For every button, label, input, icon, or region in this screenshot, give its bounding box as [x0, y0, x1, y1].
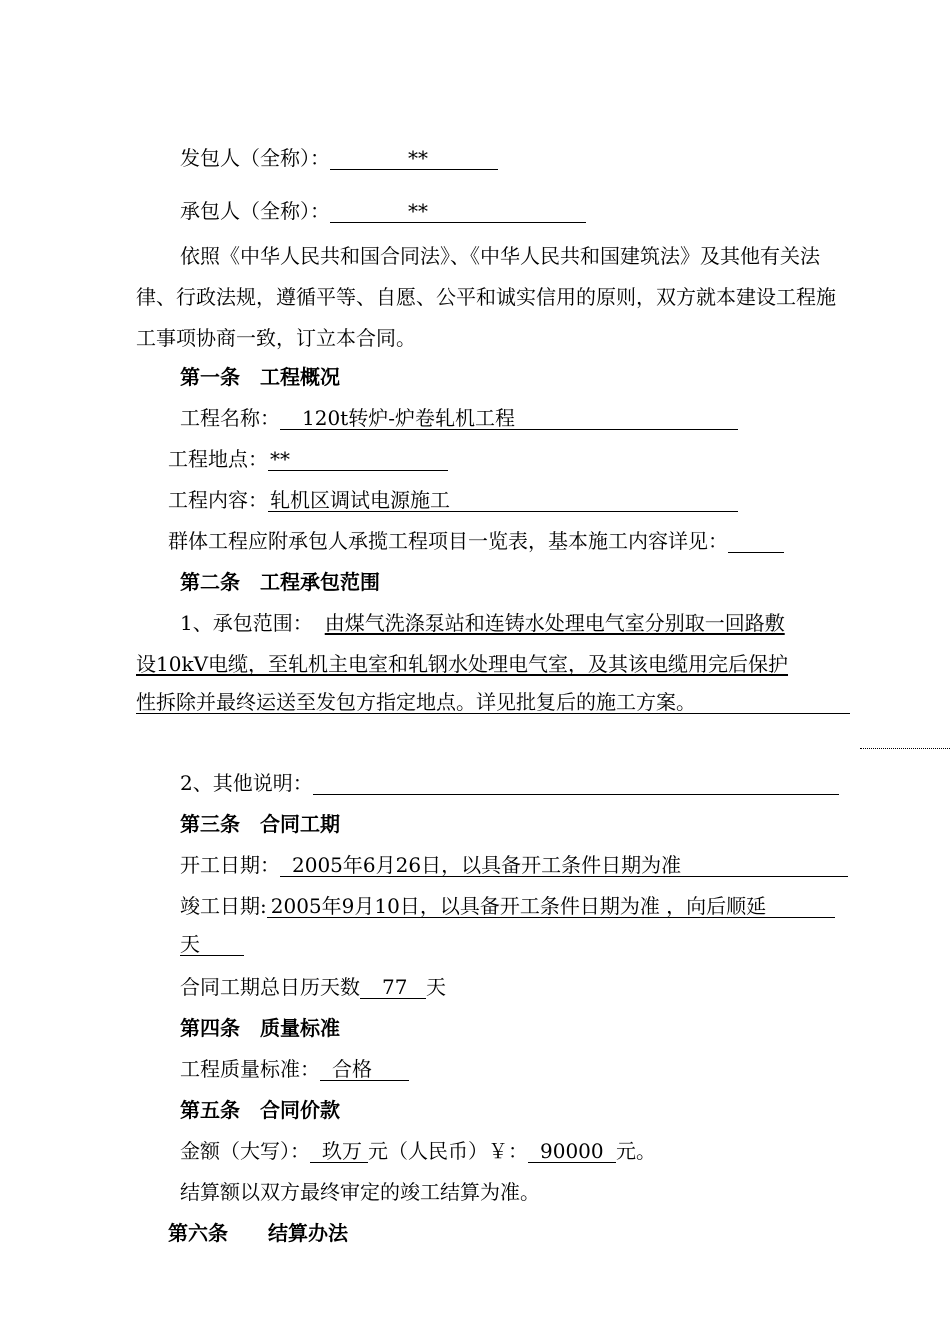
start-date-label: 开工日期：: [180, 853, 280, 877]
group-note-text: 群体工程应附承包人承揽工程项目一览表，基本施工内容详见：: [168, 529, 728, 553]
contractor-field: [330, 198, 586, 223]
end-date-label: 竣工日期:: [180, 894, 267, 918]
total-days-unit: 天: [426, 975, 446, 999]
amount-number-field: [528, 1138, 616, 1163]
amount-words-field: [310, 1138, 368, 1163]
scope-line-3: [136, 689, 850, 715]
article2-heading: 第二条 工程承包范围: [180, 570, 380, 594]
project-location-value: **: [270, 447, 290, 471]
contractor-value: **: [408, 199, 428, 223]
extension-days-unit: 天: [180, 932, 200, 956]
amount-words-value: 玖万: [322, 1139, 362, 1163]
total-days-value: 77: [382, 975, 408, 999]
extension-days-line: [180, 931, 244, 957]
employer-field: [330, 145, 498, 170]
quality-field: [320, 1056, 409, 1081]
article5-heading: 第五条 合同价款: [180, 1098, 340, 1122]
amount-label: 金额（大写）：: [180, 1139, 310, 1163]
extension-days-field: [180, 931, 244, 956]
project-content-field: [268, 487, 738, 512]
end-date-value: 2005年9月10日，以具备开工条件日期为准 ，向后顺延: [270, 894, 767, 918]
project-content-label: 工程内容：: [168, 488, 268, 512]
scope-line-1: [180, 610, 785, 636]
contractor-label: 承包人（全称）：: [180, 199, 330, 223]
article1-heading: 第一条 工程概况: [180, 365, 340, 389]
total-days-line: [180, 974, 446, 1000]
total-days-label: 合同工期总日历天数: [180, 975, 360, 999]
group-note-line: [168, 528, 784, 554]
end-date-line: [180, 893, 835, 919]
start-date-field: [280, 852, 848, 877]
other-notes-line: [180, 770, 839, 796]
amount-number-value: 90000: [540, 1139, 604, 1163]
amount-currency-label: 元（人民币）￥：: [368, 1139, 528, 1163]
project-name-field: [280, 405, 738, 430]
employer-line: [180, 145, 498, 171]
project-location-line: [168, 446, 448, 472]
other-notes-label: 2、其他说明：: [180, 771, 313, 795]
project-location-label: 工程地点：: [168, 447, 268, 471]
project-content-line: [168, 487, 738, 513]
amount-end: 元。: [616, 1139, 656, 1163]
scope-label: 1、承包范围：: [180, 611, 313, 635]
quality-value: 合格: [332, 1057, 372, 1081]
scope-line-2: [136, 651, 788, 677]
amount-line: [180, 1138, 656, 1164]
scope-text-3: 性拆除并最终运送至发包方指定地点。详见批复后的施工方案。: [136, 690, 696, 714]
article3-heading: 第三条 合同工期: [180, 812, 340, 836]
quality-label: 工程质量标准：: [180, 1057, 320, 1081]
quality-line: [180, 1056, 409, 1082]
employer-value: **: [408, 146, 428, 170]
project-name-label: 工程名称：: [180, 406, 280, 430]
other-notes-field: [313, 770, 839, 795]
contractor-line: [180, 198, 586, 224]
employer-label: 发包人（全称）：: [180, 146, 330, 170]
project-name-line: [180, 405, 738, 431]
scope-text-2: 设10kV电缆，至轧机主电室和轧钢水处理电气室，及其该电缆用完后保护: [136, 652, 789, 676]
project-content-value: 轧机区调试电源施工: [270, 488, 450, 512]
project-location-field: [268, 446, 448, 471]
total-days-field: [360, 974, 426, 999]
scope-text-1: 由煤气洗涤泵站和连铸水处理电气室分别取一回路敷: [324, 611, 785, 635]
group-note-field: [728, 528, 784, 553]
settlement-note: 结算额以双方最终审定的竣工结算为准。: [180, 1180, 540, 1204]
preamble-paragraph: 依照《中华人民共和国合同法》、《中华人民共和国建筑法》及其他有关法律、行政法规，遵循平等、自愿、公平和诚实信用的原则，双方就本建设工程施工事项协商一致，订立本合同。: [136, 244, 836, 350]
start-date-line: [180, 852, 848, 878]
dotted-separator: [860, 748, 950, 749]
project-name-value: 120t转炉-炉卷轧机工程: [302, 406, 515, 430]
start-date-value: 2005年6月26日，以具备开工条件日期为准: [292, 853, 682, 877]
article4-heading: 第四条 质量标准: [180, 1016, 340, 1040]
end-date-field: [267, 893, 835, 918]
article6-heading: 第六条 结算办法: [168, 1221, 348, 1245]
scope-field-3: [136, 689, 850, 714]
